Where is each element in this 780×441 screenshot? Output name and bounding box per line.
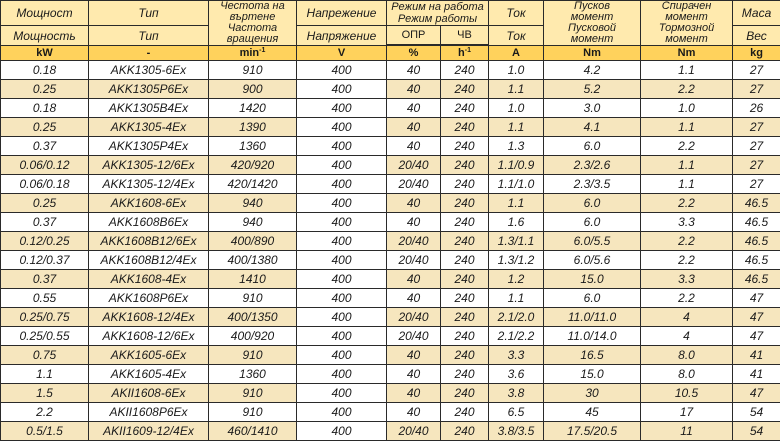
table-row [1, 384, 780, 403]
cell-starts: 240 [441, 61, 489, 80]
cell-type: AKII1608P6Ex [89, 403, 209, 422]
cell-speed: 420/1420 [209, 175, 297, 194]
unit-starts-sup: -1 [465, 47, 471, 54]
cell-mass: 27 [733, 137, 780, 156]
cell-starts: 240 [441, 251, 489, 270]
cell-starts: 240 [441, 422, 489, 441]
cell-brake-torque: 4 [641, 327, 733, 346]
cell-brake-torque: 2.2 [641, 289, 733, 308]
cell-voltage: 400 [297, 308, 387, 327]
units-row [1, 46, 780, 61]
header-brake-torque-line-3: Тормозной [643, 23, 730, 34]
cell-type: AKK1305-12/6Ex [89, 156, 209, 175]
header-speed-line-2: въртене [211, 12, 294, 23]
table-row [1, 80, 780, 99]
cell-mass: 46.5 [733, 232, 780, 251]
header-brake-torque-line-4: момент [643, 34, 730, 45]
cell-current: 1.3/1.1 [489, 232, 544, 251]
cell-starts: 240 [441, 118, 489, 137]
unit-power: kW [1, 46, 89, 61]
cell-current: 1.6 [489, 213, 544, 232]
cell-brake-torque: 2.2 [641, 137, 733, 156]
cell-voltage: 400 [297, 289, 387, 308]
cell-duty: 40 [387, 270, 441, 289]
cell-type: AKK1605-4Ex [89, 365, 209, 384]
cell-power: 0.37 [1, 137, 89, 156]
header-mass: Маса [733, 1, 780, 26]
header-start-torque [544, 1, 641, 46]
cell-type: AKK1608-12/6Ex [89, 327, 209, 346]
cell-brake-torque: 1.1 [641, 118, 733, 137]
table-row [1, 232, 780, 251]
unit-start-torque: Nm [544, 46, 641, 61]
table-row [1, 61, 780, 80]
cell-current: 1.1 [489, 194, 544, 213]
cell-voltage: 400 [297, 422, 387, 441]
cell-start-torque: 4.1 [544, 118, 641, 137]
cell-type: AKK1608B6Ex [89, 213, 209, 232]
cell-power: 0.25 [1, 118, 89, 137]
cell-starts: 240 [441, 175, 489, 194]
header-speed-line-1: Честота на [211, 1, 294, 12]
cell-brake-torque: 8.0 [641, 365, 733, 384]
cell-starts: 240 [441, 194, 489, 213]
cell-voltage: 400 [297, 365, 387, 384]
cell-current: 1.3/1.2 [489, 251, 544, 270]
cell-duty: 40 [387, 289, 441, 308]
cell-voltage: 400 [297, 346, 387, 365]
cell-type: AKK1608-6Ex [89, 194, 209, 213]
header-brake-torque [641, 1, 733, 46]
cell-current: 1.1/0.9 [489, 156, 544, 175]
unit-speed-sup: -1 [259, 47, 265, 54]
cell-start-torque: 3.0 [544, 99, 641, 118]
unit-current: A [489, 46, 544, 61]
cell-brake-torque: 2.2 [641, 232, 733, 251]
header-voltage: Напрежение [297, 1, 387, 26]
cell-brake-torque: 11 [641, 422, 733, 441]
unit-brake-torque: Nm [641, 46, 733, 61]
header-power-ru: Мощность [1, 26, 89, 46]
cell-mass: 47 [733, 308, 780, 327]
cell-power: 1.1 [1, 365, 89, 384]
cell-mass: 41 [733, 346, 780, 365]
cell-mass: 27 [733, 80, 780, 99]
cell-type: AKII1608-6Ex [89, 384, 209, 403]
cell-current: 2.1/2.0 [489, 308, 544, 327]
cell-duty: 20/40 [387, 251, 441, 270]
cell-brake-torque: 8.0 [641, 346, 733, 365]
cell-brake-torque: 17 [641, 403, 733, 422]
cell-current: 3.8/3.5 [489, 422, 544, 441]
cell-starts: 240 [441, 232, 489, 251]
cell-duty: 20/40 [387, 422, 441, 441]
cell-duty: 40 [387, 99, 441, 118]
cell-duty: 40 [387, 213, 441, 232]
header-brake-torque-line-2: момент [643, 12, 730, 23]
cell-mass: 47 [733, 289, 780, 308]
cell-duty: 20/40 [387, 232, 441, 251]
cell-brake-torque: 1.1 [641, 175, 733, 194]
cell-brake-torque: 4 [641, 308, 733, 327]
table-row [1, 346, 780, 365]
header-mode-line-1: Режим на работа [389, 1, 486, 13]
cell-duty: 40 [387, 403, 441, 422]
cell-start-torque: 30 [544, 384, 641, 403]
cell-power: 2.2 [1, 403, 89, 422]
cell-starts: 240 [441, 289, 489, 308]
cell-speed: 420/920 [209, 156, 297, 175]
cell-voltage: 400 [297, 270, 387, 289]
cell-power: 0.18 [1, 61, 89, 80]
cell-speed: 1390 [209, 118, 297, 137]
cell-voltage: 400 [297, 80, 387, 99]
cell-start-torque: 6.0 [544, 213, 641, 232]
cell-start-torque: 2.3/3.5 [544, 175, 641, 194]
cell-mass: 54 [733, 403, 780, 422]
cell-speed: 460/1410 [209, 422, 297, 441]
cell-starts: 240 [441, 137, 489, 156]
cell-speed: 910 [209, 384, 297, 403]
cell-starts: 240 [441, 365, 489, 384]
cell-starts: 240 [441, 384, 489, 403]
table-body [1, 61, 780, 441]
cell-current: 3.8 [489, 384, 544, 403]
unit-starts-text: h [458, 47, 465, 59]
header-start-torque-line-4: момент [546, 34, 638, 45]
cell-mass: 27 [733, 175, 780, 194]
unit-type: - [89, 46, 209, 61]
cell-start-torque: 11.0/14.0 [544, 327, 641, 346]
cell-duty: 20/40 [387, 156, 441, 175]
header-brake-torque-line-1: Спирачен [643, 1, 730, 12]
cell-voltage: 400 [297, 232, 387, 251]
header-mode-line-2: Режим работы [389, 13, 486, 25]
cell-speed: 400/1380 [209, 251, 297, 270]
cell-starts: 240 [441, 270, 489, 289]
cell-mass: 46.5 [733, 251, 780, 270]
unit-mass: kg [733, 46, 780, 61]
cell-brake-torque: 1.1 [641, 156, 733, 175]
cell-current: 2.1/2.2 [489, 327, 544, 346]
cell-mass: 46.5 [733, 194, 780, 213]
cell-duty: 40 [387, 61, 441, 80]
table-row [1, 289, 780, 308]
cell-speed: 910 [209, 61, 297, 80]
cell-power: 0.25/0.55 [1, 327, 89, 346]
cell-brake-torque: 1.0 [641, 99, 733, 118]
table-row [1, 213, 780, 232]
unit-starts [441, 46, 489, 61]
cell-power: 1.5 [1, 384, 89, 403]
cell-power: 0.18 [1, 99, 89, 118]
cell-voltage: 400 [297, 118, 387, 137]
cell-start-torque: 15.0 [544, 270, 641, 289]
cell-start-torque: 6.0/5.5 [544, 232, 641, 251]
cell-duty: 40 [387, 365, 441, 384]
cell-start-torque: 11.0/11.0 [544, 308, 641, 327]
cell-power: 0.37 [1, 213, 89, 232]
unit-duty: % [387, 46, 441, 61]
unit-speed-text: min [240, 47, 260, 59]
cell-power: 0.25/0.75 [1, 308, 89, 327]
cell-starts: 240 [441, 99, 489, 118]
cell-mass: 27 [733, 118, 780, 137]
cell-start-torque: 6.0 [544, 137, 641, 156]
table-row [1, 118, 780, 137]
header-start-torque-line-3: Пусковой [546, 23, 638, 34]
cell-type: AKII1609-12/4Ex [89, 422, 209, 441]
cell-power: 0.12/0.25 [1, 232, 89, 251]
cell-voltage: 400 [297, 194, 387, 213]
cell-voltage: 400 [297, 156, 387, 175]
cell-start-torque: 45 [544, 403, 641, 422]
cell-current: 1.1 [489, 289, 544, 308]
header-mass-ru: Вес [733, 26, 780, 46]
cell-type: AKK1305-4Ex [89, 118, 209, 137]
header-speed-line-3: Частота [211, 23, 294, 34]
cell-duty: 20/40 [387, 327, 441, 346]
cell-power: 0.75 [1, 346, 89, 365]
header-starts-per-hour: ЧВ [441, 26, 489, 45]
cell-starts: 240 [441, 308, 489, 327]
cell-start-torque: 15.0 [544, 365, 641, 384]
cell-speed: 1360 [209, 365, 297, 384]
cell-brake-torque: 3.3 [641, 270, 733, 289]
cell-current: 3.6 [489, 365, 544, 384]
table-row [1, 422, 780, 441]
table-row [1, 365, 780, 384]
cell-duty: 40 [387, 80, 441, 99]
cell-duty: 40 [387, 118, 441, 137]
cell-power: 0.06/0.12 [1, 156, 89, 175]
cell-starts: 240 [441, 156, 489, 175]
cell-power: 0.25 [1, 194, 89, 213]
cell-speed: 1410 [209, 270, 297, 289]
cell-brake-torque: 3.3 [641, 213, 733, 232]
cell-current: 1.1/1.0 [489, 175, 544, 194]
cell-current: 1.1 [489, 80, 544, 99]
cell-current: 1.1 [489, 118, 544, 137]
table-row [1, 137, 780, 156]
cell-speed: 910 [209, 403, 297, 422]
table-row [1, 251, 780, 270]
table-row [1, 175, 780, 194]
cell-brake-torque: 2.2 [641, 80, 733, 99]
cell-speed: 910 [209, 346, 297, 365]
cell-power: 0.12/0.37 [1, 251, 89, 270]
cell-type: AKK1608B12/6Ex [89, 232, 209, 251]
cell-mass: 27 [733, 156, 780, 175]
cell-starts: 240 [441, 346, 489, 365]
cell-voltage: 400 [297, 384, 387, 403]
table-header [1, 1, 780, 61]
cell-current: 6.5 [489, 403, 544, 422]
cell-voltage: 400 [297, 251, 387, 270]
cell-voltage: 400 [297, 403, 387, 422]
cell-start-torque: 16.5 [544, 346, 641, 365]
cell-speed: 900 [209, 80, 297, 99]
cell-voltage: 400 [297, 61, 387, 80]
cell-mass: 54 [733, 422, 780, 441]
cell-type: AKK1608B12/4Ex [89, 251, 209, 270]
cell-brake-torque: 10.5 [641, 384, 733, 403]
cell-voltage: 400 [297, 137, 387, 156]
cell-speed: 1420 [209, 99, 297, 118]
header-type-ru: Тип [89, 26, 209, 46]
cell-mass: 47 [733, 327, 780, 346]
header-duty-cycle: ОПР [387, 26, 441, 45]
cell-speed: 400/890 [209, 232, 297, 251]
cell-starts: 240 [441, 80, 489, 99]
header-mode [387, 1, 489, 26]
cell-type: AKK1608-12/4Ex [89, 308, 209, 327]
table-row [1, 270, 780, 289]
cell-type: AKK1305P6Ex [89, 80, 209, 99]
cell-mass: 26 [733, 99, 780, 118]
header-voltage-ru: Напряжение [297, 26, 387, 46]
cell-duty: 40 [387, 137, 441, 156]
cell-power: 0.55 [1, 289, 89, 308]
cell-current: 1.0 [489, 61, 544, 80]
cell-speed: 940 [209, 213, 297, 232]
cell-start-torque: 6.0 [544, 194, 641, 213]
header-speed [209, 1, 297, 46]
header-current: Ток [489, 1, 544, 26]
cell-speed: 910 [209, 289, 297, 308]
header-power: Мощност [1, 1, 89, 26]
cell-mass: 46.5 [733, 270, 780, 289]
table-row [1, 327, 780, 346]
cell-type: AKK1608-4Ex [89, 270, 209, 289]
header-start-torque-line-2: момент [546, 12, 638, 23]
cell-power: 0.25 [1, 80, 89, 99]
cell-voltage: 400 [297, 213, 387, 232]
cell-start-torque: 17.5/20.5 [544, 422, 641, 441]
cell-current: 1.2 [489, 270, 544, 289]
header-current-ru: Ток [489, 26, 544, 46]
cell-mass: 41 [733, 365, 780, 384]
table-row [1, 403, 780, 422]
cell-brake-torque: 2.2 [641, 251, 733, 270]
cell-duty: 40 [387, 346, 441, 365]
cell-voltage: 400 [297, 175, 387, 194]
cell-voltage: 400 [297, 99, 387, 118]
cell-type: AKK1305-6Ex [89, 61, 209, 80]
cell-start-torque: 6.0/5.6 [544, 251, 641, 270]
header-type: Тип [89, 1, 209, 26]
table-row [1, 156, 780, 175]
cell-type: AKK1305P4Ex [89, 137, 209, 156]
unit-voltage: V [297, 46, 387, 61]
table-row [1, 308, 780, 327]
cell-speed: 940 [209, 194, 297, 213]
cell-duty: 20/40 [387, 308, 441, 327]
cell-speed: 400/1350 [209, 308, 297, 327]
cell-start-torque: 2.3/2.6 [544, 156, 641, 175]
unit-speed [209, 46, 297, 61]
table-row [1, 194, 780, 213]
cell-starts: 240 [441, 327, 489, 346]
cell-type: AKK1605-6Ex [89, 346, 209, 365]
cell-speed: 1360 [209, 137, 297, 156]
cell-start-torque: 5.2 [544, 80, 641, 99]
cell-start-torque: 4.2 [544, 61, 641, 80]
cell-current: 1.3 [489, 137, 544, 156]
cell-type: AKK1305-12/4Ex [89, 175, 209, 194]
cell-voltage: 400 [297, 327, 387, 346]
cell-type: AKK1608P6Ex [89, 289, 209, 308]
cell-starts: 240 [441, 213, 489, 232]
cell-current: 1.0 [489, 99, 544, 118]
cell-brake-torque: 2.2 [641, 194, 733, 213]
header-start-torque-line-1: Пусков [546, 1, 638, 12]
cell-duty: 40 [387, 194, 441, 213]
cell-power: 0.5/1.5 [1, 422, 89, 441]
cell-mass: 27 [733, 61, 780, 80]
cell-duty: 40 [387, 384, 441, 403]
table-row [1, 99, 780, 118]
cell-starts: 240 [441, 403, 489, 422]
cell-mass: 46.5 [733, 213, 780, 232]
cell-start-torque: 6.0 [544, 289, 641, 308]
cell-duty: 20/40 [387, 175, 441, 194]
cell-brake-torque: 1.1 [641, 61, 733, 80]
cell-power: 0.06/0.18 [1, 175, 89, 194]
cell-current: 3.3 [489, 346, 544, 365]
cell-mass: 47 [733, 384, 780, 403]
header-speed-line-4: вращения [211, 34, 294, 45]
cell-type: AKK1305B4Ex [89, 99, 209, 118]
cell-power: 0.37 [1, 270, 89, 289]
cell-speed: 400/920 [209, 327, 297, 346]
